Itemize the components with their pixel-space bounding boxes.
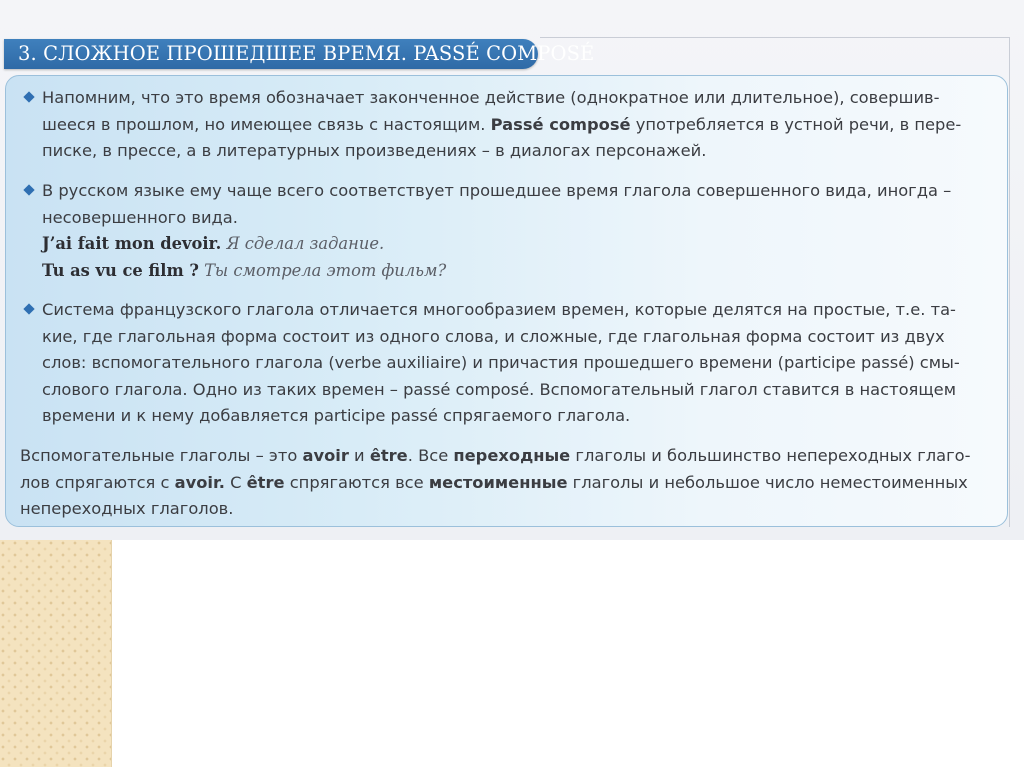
page-top-rule [540,37,1010,38]
example-sentence [42,258,446,285]
paragraph-line: непереходных глаголов. [20,499,234,519]
paragraph-line: писке, в прессе, а в литературных произведениях – в диалогах персонажей. [42,141,707,161]
example-russian: Ты смотрела этот фильм? [204,260,447,280]
closing-paragraph [6,443,1006,523]
paragraph-line: Напомним, что это время обозначает законченное действие (однократное или длительное), совершив- [42,88,940,107]
diamond-bullet-icon [23,91,34,102]
paragraph-line: шееся в прошлом, но имеющее связь с настоящим. Passé composé употребляется в устной речи, в пере- [42,114,962,134]
example-french: J’ai fait mon devoir. [42,234,222,254]
diamond-bullet-icon [23,184,34,195]
page-right-rule [1009,37,1010,527]
paragraph-line: несовершенного вида. [42,207,238,227]
example-sentence [42,231,384,258]
paragraph-1 [6,85,1006,165]
diamond-bullet-icon [23,303,34,314]
paragraph-line: времени и к нему добавляется participe passé спрягаемого глагола. [42,406,631,426]
paragraph-line: слов: вспомогательного глагола (verbe auxiliaire) и причастия прошедшего времени (participe passé) смы- [42,353,960,373]
paragraph-line: Вспомогательные глаголы – это avoir и être. Все переходные глаголы и большинство непереходных глаго- [20,446,971,465]
section-title: 3. СЛОЖНОЕ ПРОШЕДШЕЕ ВРЕМЯ. PASSÉ COMPOSÉ [18,42,595,65]
paragraph-line: Система французского глагола отличается многообразием времен, которые делятся на простые, т.е. та- [42,300,956,319]
paragraph-line: кие, где глагольная форма состоит из одного слова, и сложные, где глагольная форма состоит из двух [42,326,945,346]
content-box [5,75,1008,527]
paragraph-3 [6,297,1006,432]
section-title-band [4,39,595,69]
paragraph-line: слового глагола. Одно из таких времен – passé composé. Вспомогательный глагол ставится в настоящем [42,379,956,399]
example-russian: Я сделал задание. [226,234,385,254]
paragraph-line: В русском языке ему чаще всего соответствует прошедшее время глагола совершенного вида, иногда – [42,181,952,200]
paragraph-line: лов спрягаются с avoir. С être спрягаются все местоименные глаголы и небольшое число неместоименных [20,472,968,492]
paragraph-2 [6,178,1006,288]
example-french: Tu as vu ce film ? [42,260,199,280]
term-passe-compose: Passé composé [490,114,631,134]
